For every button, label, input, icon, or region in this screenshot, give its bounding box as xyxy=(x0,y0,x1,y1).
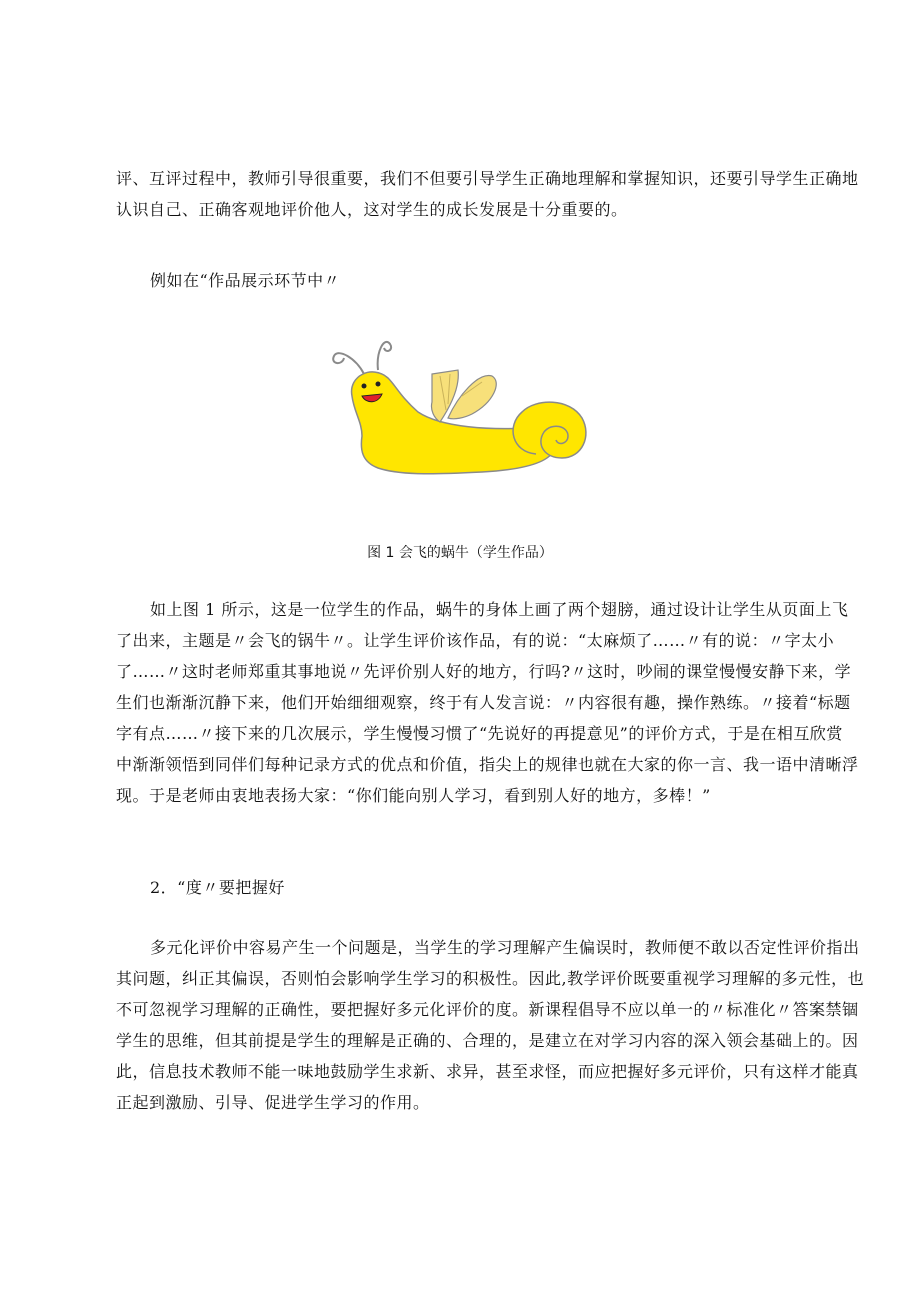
paragraph-example-intro: 例如在“作品展示环节中〃 xyxy=(150,271,341,290)
text-line: 此，信息技术教师不能一味地鼓励学生求新、求异，甚至求怪，而应把握好多元评价，只有这样才能真 xyxy=(116,1062,859,1081)
text-line: 了……〃这时老师郑重其事地说〃先评价别人好的地方，行吗?〃这时，吵闹的课堂慢慢安静下来，学 xyxy=(116,662,852,681)
text-line: 如上图 1 所示，这是一位学生的作品，蜗牛的身体上画了两个翅膀，通过设计让学生从页面上飞 xyxy=(150,600,849,619)
left-eye xyxy=(362,384,367,389)
snail-shell xyxy=(513,402,586,458)
paragraph-figure-discussion xyxy=(116,594,859,811)
text-line: 现。于是老师由衷地表扬大家：“你们能向别人学习，看到别人好的地方，多棒！” xyxy=(116,786,711,805)
text-line: 了出来，主题是〃会飞的锅牛〃。让学生评价该作品，有的说：“太麻烦了……〃有的说：〃字太小 xyxy=(116,631,835,650)
text-line: 评、互评过程中，教师引导很重要，我们不但要引导学生正确地理解和掌握知识，还要引导学生正确地 xyxy=(116,169,859,188)
text-line: 中渐渐领悟到同伴们每种记录方式的优点和价值，指尖上的规律也就在大家的你一言、我一语中清晰浮 xyxy=(116,755,859,774)
text-line: 生们也渐渐沉静下来，他们开始细细观察，终于有人发言说：〃内容很有趣，操作熟练。〃接着“标题 xyxy=(116,693,851,712)
text-line: 多元化评价中容易产生一个问题是，当学生的学习理解产生偏误时，教师便不敢以否定性评价指出 xyxy=(150,938,860,957)
right-eye xyxy=(376,382,381,387)
paragraph-degree-control xyxy=(116,932,865,1118)
figure-caption: 图 1 会飞的蜗牛（学生作品） xyxy=(367,545,553,561)
left-antenna xyxy=(333,353,364,374)
right-antenna xyxy=(378,342,391,370)
text-line: 学生的思维，但其前提是学生的理解是正确的、合理的，是建立在对学习内容的深入领会基础上的。因 xyxy=(116,1031,859,1050)
text-line: 不可忽视学习理解的正确性，要把握好多元化评价的度。新课程倡导不应以单一的〃标准化〃答案禁锢 xyxy=(116,1000,859,1019)
text-line: 认识自己、正确客观地评价他人，这对学生的成长发展是十分重要的。 xyxy=(116,200,628,219)
text-line: 字有点……〃接下来的几次展示，学生慢慢习惯了“先说好的再提意见”的评价方式，于是在相互欣赏 xyxy=(116,724,843,743)
text-line: 正起到激励、引导、促进学生学习的作用。 xyxy=(116,1093,430,1112)
text-line: 其问题，纠正其偏误，否则怕会影响学生学习的积极性。因此,教学评价既要重视学习理解的多元性，也 xyxy=(116,969,865,988)
snail-drawing-figure xyxy=(322,326,600,486)
paragraph-evaluation-guidance xyxy=(116,163,859,225)
section-heading: 2．“度〃要把握好 xyxy=(150,878,285,897)
